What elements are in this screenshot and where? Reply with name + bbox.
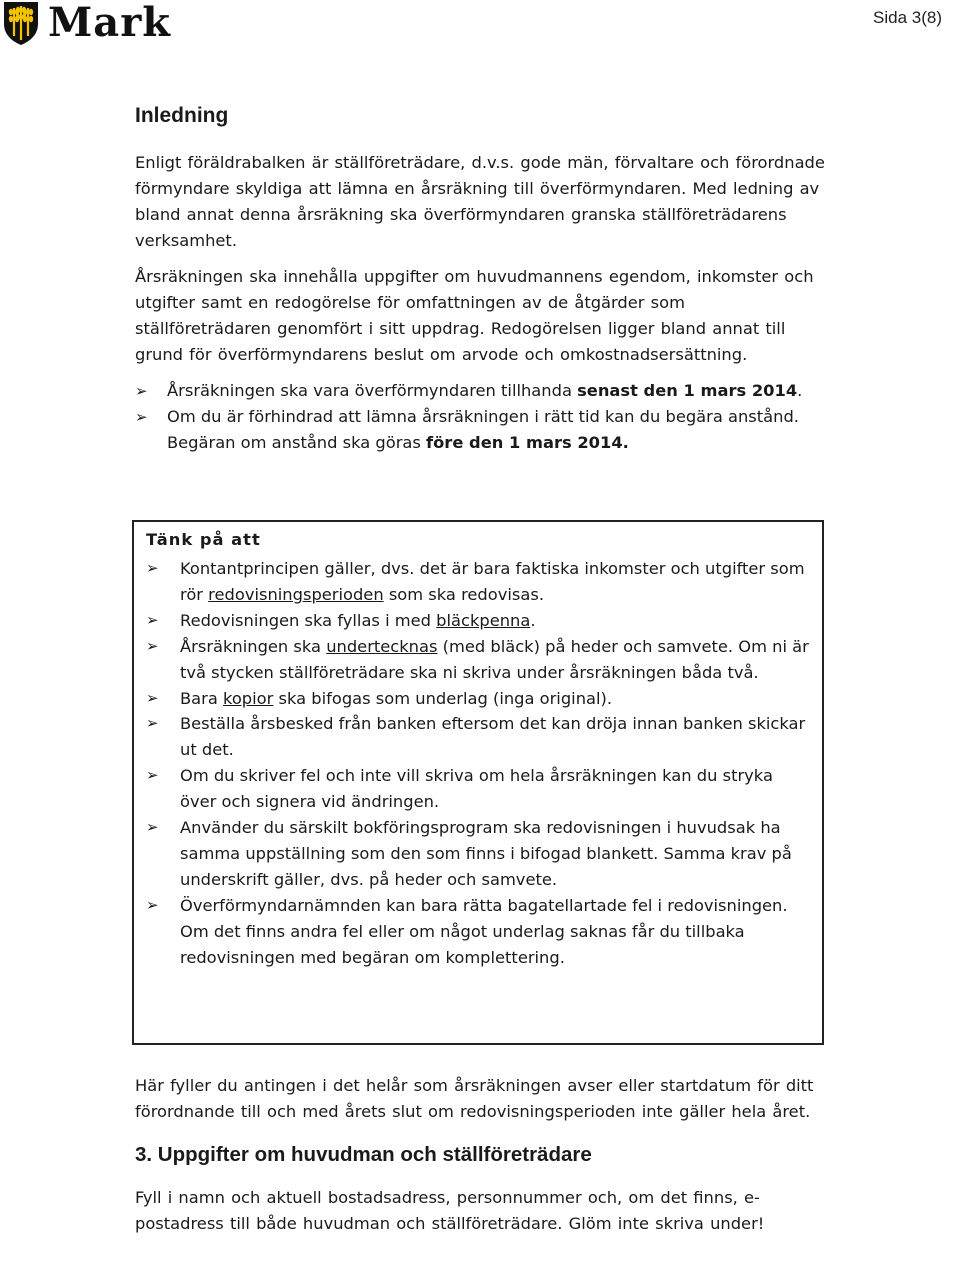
- arrow-bullet-icon: ➢: [146, 610, 159, 629]
- deadline-date: före den 1 mars 2014.: [426, 433, 629, 452]
- list-item: ➢ Redovisningen ska fyllas i med bläckpenna.: [146, 608, 812, 634]
- arrow-bullet-icon: ➢: [135, 408, 148, 426]
- list-item: ➢ Årsräkningen ska undertecknas (med bläck) på heder och samvete. Om ni är två stycken ställföreträdare ska ni skriva under årsräkningen båda två.: [146, 634, 812, 686]
- municipality-logo: [2, 0, 171, 46]
- list-item: ➢ Årsräkningen ska vara överförmyndaren tillhanda senast den 1 mars 2014.: [135, 378, 825, 404]
- period-section: [135, 1073, 825, 1237]
- list-item: ➢ Bara kopior ska bifogas som underlag (inga original).: [146, 686, 812, 712]
- list-item: ➢ Beställa årsbesked från banken eftersom det kan dröja innan banken skickar ut det.: [146, 711, 812, 763]
- arrow-bullet-icon: ➢: [146, 766, 159, 785]
- logo-text: Mark: [48, 0, 171, 46]
- reminder-box: [132, 520, 824, 1045]
- section-3-paragraph: Fyll i namn och aktuell bostadsadress, personnummer och, om det finns, e-postadress till både huvudman och ställföreträdare. Glöm inte skriva under!: [135, 1188, 765, 1233]
- period-paragraph: Här fyller du antingen i det helår som årsräkningen avser eller startdatum för ditt förordnande till och med årets slut om redovisningsperioden inte gäller hela året.: [135, 1076, 814, 1121]
- list-item: ➢ Använder du särskilt bokföringsprogram ska redovisningen i huvudsak ha samma uppställning som den som finns i bifogad blankett. Samma krav på underskrift gäller, dvs. på heder och samvete.: [146, 815, 812, 893]
- list-item: ➢ Om du är förhindrad att lämna årsräkningen i rätt tid kan du begära anstånd. Begäran om anstånd ska göras före den 1 mars 2014.: [135, 404, 825, 456]
- list-item: ➢ Om du skriver fel och inte vill skriva om hela årsräkningen kan du stryka över och signera vid ändringen.: [146, 763, 812, 815]
- deadline-date: senast den 1 mars 2014: [577, 381, 798, 400]
- arrow-bullet-icon: ➢: [146, 688, 159, 707]
- list-item: ➢ Kontantprincipen gäller, dvs. det är bara faktiska inkomster och utgifter som rör redovisningsperioden som ska redovisas.: [146, 556, 812, 608]
- content-paragraph: Årsräkningen ska innehålla uppgifter om huvudmannens egendom, inkomster och utgifter samt en redogörelse för omfattningen av de åtgärder som ställföreträdaren genomfört i sitt uppdrag. Redogörelsen ligger bland annat till grund för överförmyndarens beslut om arvode och omkostnadsersättning.: [135, 267, 814, 364]
- list-item: ➢ Överförmyndarnämnden kan bara rätta bagatellartade fel i redovisningen. Om det finns andra fel eller om något underlag saknas får du tillbaka redovisningen med begäran om komplettering.: [146, 893, 812, 971]
- page-number: Sida 3(8): [873, 8, 942, 27]
- arrow-bullet-icon: ➢: [146, 895, 159, 914]
- reminder-box-title: Tänk på att: [146, 530, 261, 549]
- section-3-heading: 3. Uppgifter om huvudman och ställföreträdare: [135, 1143, 592, 1166]
- reminder-list: [146, 556, 812, 971]
- arrow-bullet-icon: ➢: [146, 818, 159, 837]
- section-heading: Inledning: [135, 104, 229, 127]
- coat-of-arms-icon: [2, 0, 40, 46]
- intro-paragraph: Enligt föräldrabalken är ställföreträdare, d.v.s. gode män, förvaltare och förordnade förmyndare skyldiga att lämna en årsräkning till överförmyndaren. Med ledning av bland annat denna årsräkning ska överförmyndaren granska ställföreträdarens verksamhet.: [135, 153, 825, 250]
- deadline-list: [135, 378, 825, 456]
- intro-section: [135, 104, 825, 456]
- arrow-bullet-icon: ➢: [146, 714, 159, 733]
- arrow-bullet-icon: ➢: [146, 636, 159, 655]
- arrow-bullet-icon: ➢: [135, 382, 148, 400]
- arrow-bullet-icon: ➢: [146, 559, 159, 577]
